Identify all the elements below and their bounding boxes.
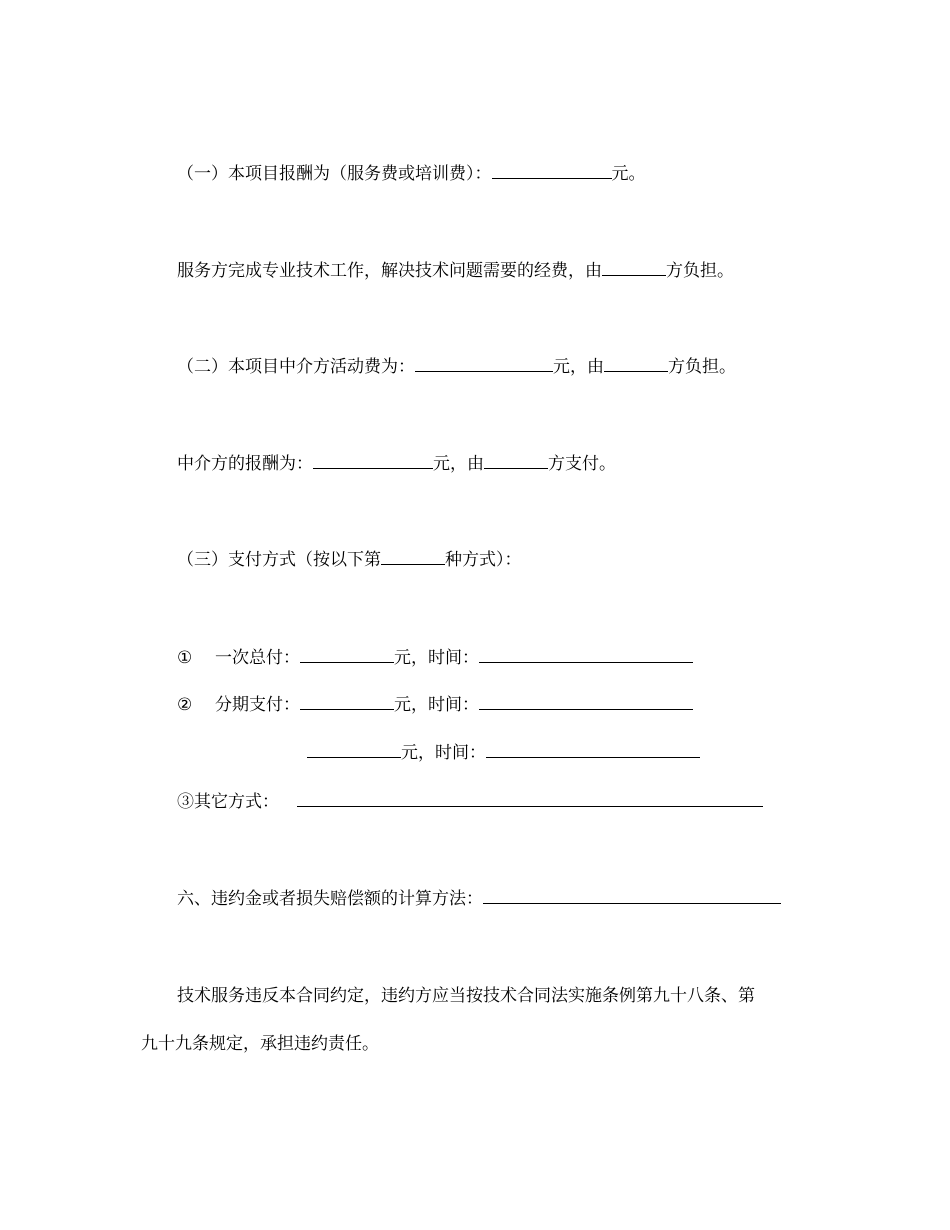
intermediary-activity-amount-blank[interactable] (415, 355, 553, 372)
penalty-line (177, 887, 781, 909)
lump-sum-amount-blank[interactable] (300, 646, 394, 663)
lump-sum-unit: 元，时间： (394, 648, 479, 668)
intermediary-pay-party-blank[interactable] (484, 452, 548, 469)
installment-2-time-blank[interactable] (486, 741, 700, 758)
intermediary-activity-party-blank[interactable] (604, 355, 668, 372)
fee-line (177, 162, 646, 184)
installment-2-amount-blank[interactable] (307, 741, 401, 758)
fee-amount-blank[interactable] (492, 162, 612, 179)
payment-method-label: （三）支付方式（按以下第 (177, 550, 381, 570)
other-method-blank[interactable] (297, 790, 763, 807)
intermediary-activity-suffix: 方负担。 (668, 357, 736, 377)
lump-sum-number: ① (177, 648, 193, 668)
intermediary-activity-line (177, 355, 736, 377)
penalty-method-blank[interactable] (483, 887, 781, 904)
expense-party-blank[interactable] (602, 259, 666, 276)
installment-2-unit: 元，时间： (401, 743, 486, 763)
lump-sum-time-blank[interactable] (479, 646, 693, 663)
intermediary-pay-label: 中介方的报酬为： (177, 454, 313, 474)
lump-sum-label: 一次总付： (215, 648, 300, 668)
installment-line (177, 693, 693, 715)
fee-label: （一）本项目报酬为（服务费或培训费）： (177, 164, 492, 184)
penalty-label: 六、违约金或者损失赔偿额的计算方法： (177, 889, 483, 909)
installment-2-line (307, 741, 700, 763)
payment-method-suffix: 种方式）： (445, 550, 522, 570)
breach-line-1: 技术服务违反本合同约定，违约方应当按技术合同法实施条例第九十八条、第 (177, 986, 755, 1006)
intermediary-activity-label: （二）本项目中介方活动费为： (177, 357, 415, 377)
intermediary-pay-amount-blank[interactable] (313, 452, 433, 469)
expense-line (177, 259, 734, 281)
payment-method-choice-blank[interactable] (381, 548, 445, 565)
expense-suffix: 方负担。 (666, 261, 734, 281)
intermediary-pay-line (177, 452, 616, 474)
other-method-line (177, 790, 763, 812)
breach-line-2: 九十九条规定，承担违约责任。 (141, 1034, 379, 1054)
lump-sum-line (177, 646, 693, 668)
installment-label: 分期支付： (215, 695, 300, 715)
installment-unit: 元，时间： (394, 695, 479, 715)
intermediary-pay-suffix: 方支付。 (548, 454, 616, 474)
installment-amount-blank[interactable] (300, 693, 394, 710)
installment-number: ② (177, 695, 193, 715)
other-method-label: ③其它方式： (177, 792, 279, 812)
intermediary-activity-unit: 元，由 (553, 357, 604, 377)
payment-method-line (177, 548, 522, 570)
installment-time-blank[interactable] (479, 693, 693, 710)
expense-label: 服务方完成专业技术工作，解决技术问题需要的经费，由 (177, 261, 602, 281)
fee-unit: 元。 (611, 164, 646, 184)
intermediary-pay-unit: 元，由 (433, 454, 484, 474)
